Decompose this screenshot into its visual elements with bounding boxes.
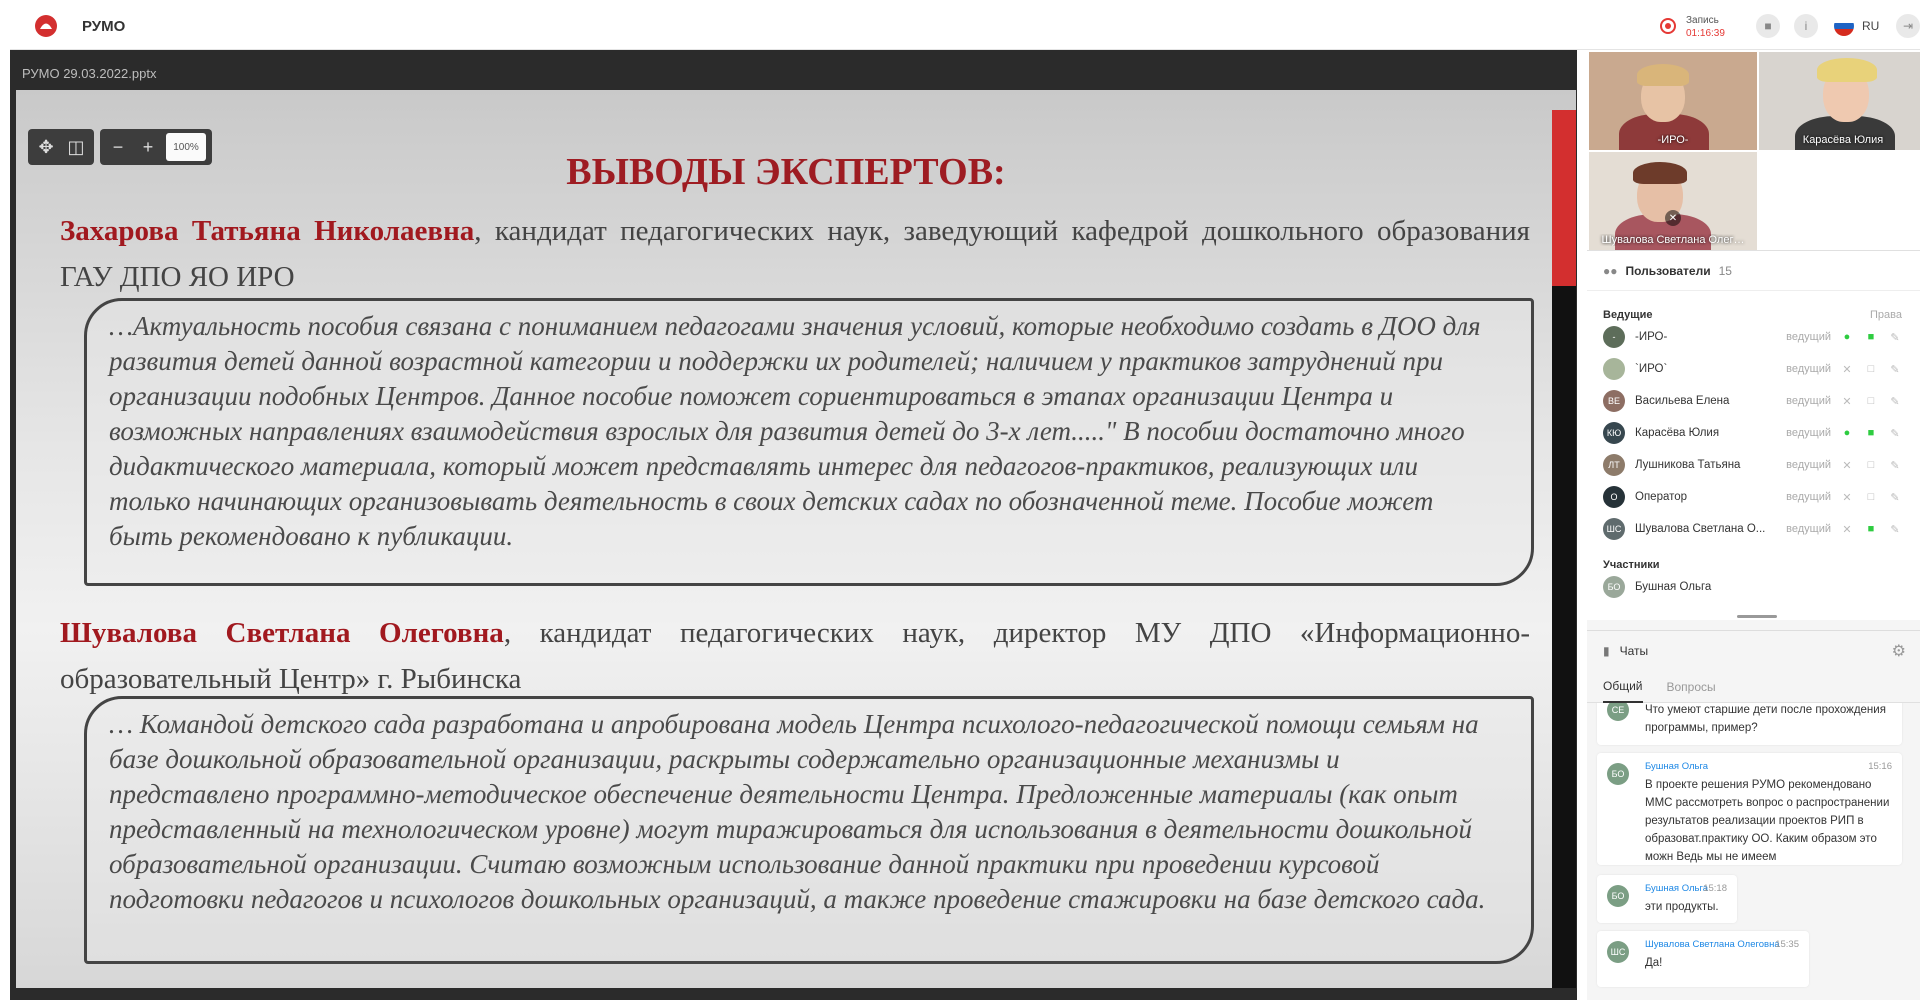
slide-title: ВЫВОДЫ ЭКСПЕРТОВ:: [566, 151, 1006, 193]
camera-off-icon[interactable]: □: [1867, 459, 1875, 471]
user-role: ведущий: [1786, 459, 1831, 471]
user-role: ведущий: [1786, 427, 1831, 439]
slide-accent-black: [1552, 286, 1576, 988]
chat-message[interactable]: [1597, 703, 1902, 745]
user-row[interactable]: [1587, 513, 1920, 545]
zoom-out-button[interactable]: −: [112, 136, 124, 157]
hosts-section-header: [1587, 291, 1920, 321]
chat-message[interactable]: [1597, 875, 1737, 923]
video-tile[interactable]: [1759, 52, 1920, 150]
user-row[interactable]: [1587, 385, 1920, 417]
presentation-rights-icon[interactable]: ✎: [1890, 523, 1900, 536]
slide: [16, 90, 1576, 988]
mic-on-icon[interactable]: ●: [1843, 331, 1851, 343]
top-bar: [10, 0, 1920, 50]
move-icon[interactable]: ✥: [38, 136, 54, 157]
presentation-rights-icon[interactable]: ✎: [1890, 427, 1900, 440]
presentation-rights-icon[interactable]: ✎: [1890, 459, 1900, 472]
message-author: Бушная Ольга: [1645, 761, 1709, 772]
chats-title: Чаты: [1619, 644, 1649, 658]
camera-off-icon[interactable]: □: [1867, 491, 1875, 503]
mic-off-icon[interactable]: ✕: [1842, 363, 1852, 376]
info-icon[interactable]: i: [1794, 14, 1818, 38]
avatar: [1603, 358, 1625, 380]
user-name: Бушная Ольга: [1635, 581, 1712, 593]
user-name: -ИРО-: [1635, 331, 1668, 343]
user-role: ведущий: [1786, 491, 1831, 503]
avatar: О: [1603, 486, 1625, 508]
mic-off-icon[interactable]: ✕: [1842, 395, 1852, 408]
video-tile[interactable]: [1589, 152, 1757, 250]
rights-label: Права: [1870, 309, 1902, 321]
chat-message[interactable]: [1597, 753, 1902, 865]
app-logo-icon[interactable]: [34, 14, 58, 38]
participants-section-header: [1587, 545, 1920, 571]
user-name: Оператор: [1635, 491, 1688, 503]
chat-messages: [1587, 703, 1920, 1000]
message-author: Бушная Ольга: [1645, 883, 1709, 894]
folder-icon[interactable]: ■: [1756, 14, 1780, 38]
avatar: ШС: [1603, 518, 1625, 540]
exit-icon[interactable]: ⇥: [1896, 14, 1920, 38]
user-name: Васильева Елена: [1635, 395, 1730, 407]
record-label: Запись: [1686, 15, 1719, 26]
user-row[interactable]: [1587, 571, 1920, 603]
user-name: `ИРО`: [1635, 363, 1668, 375]
record-time: 01:16:39: [1686, 28, 1725, 39]
user-role: ведущий: [1786, 523, 1831, 535]
expert-1-heading: [60, 208, 1530, 300]
message-text: В проекте решения РУМО рекомендовано ММС рассмотреть вопрос о распространении результатов реализации проектов РИП в образоват.практику ОО. Каким образом это можн Ведь мы не имеем: [1645, 779, 1890, 863]
panel-resize-handle[interactable]: [1737, 615, 1777, 618]
tab-general[interactable]: Общий: [1603, 671, 1643, 703]
user-role: ведущий: [1786, 395, 1831, 407]
users-icon: ●●: [1603, 263, 1618, 278]
russian-flag-icon[interactable]: [1834, 16, 1854, 36]
avatar: ЛТ: [1603, 454, 1625, 476]
avatar: КЮ: [1603, 422, 1625, 444]
language-selector[interactable]: RU: [1862, 19, 1880, 33]
muted-mic-icon: ✕: [1665, 210, 1681, 226]
presentation-rights-icon[interactable]: ✎: [1890, 491, 1900, 504]
video-name: Карасёва Юлия: [1802, 134, 1884, 146]
user-row[interactable]: [1587, 353, 1920, 385]
avatar: ШС: [1607, 941, 1629, 963]
users-title: Пользователи: [1625, 263, 1711, 278]
mic-off-icon[interactable]: ✕: [1842, 523, 1852, 536]
presentation-rights-icon[interactable]: ✎: [1890, 363, 1900, 376]
camera-on-icon[interactable]: ■: [1867, 427, 1875, 439]
camera-off-icon[interactable]: □: [1867, 363, 1875, 375]
chats-header: [1587, 631, 1920, 671]
expert-name: Захарова Татьяна Николаевна: [60, 215, 475, 247]
expert-2-heading: [60, 610, 1530, 702]
user-role: ведущий: [1786, 331, 1831, 343]
users-count: 15: [1718, 263, 1732, 278]
video-name: -ИРО-: [1657, 134, 1689, 146]
user-row[interactable]: [1587, 481, 1920, 513]
participants-list: [1587, 571, 1920, 603]
chat-tabs: [1587, 671, 1920, 703]
app-title: РУМО: [82, 18, 126, 35]
users-header[interactable]: [1587, 251, 1920, 291]
message-time: 15:16: [1868, 761, 1892, 772]
hosts-list: [1587, 321, 1920, 545]
participants-label: Участники: [1603, 559, 1660, 571]
presentation-filename: РУМО 29.03.2022.pptx: [22, 66, 157, 81]
zoom-in-button[interactable]: +: [142, 136, 154, 157]
presentation-rights-icon[interactable]: ✎: [1890, 331, 1900, 344]
message-time: 15:35: [1775, 939, 1799, 950]
video-grid: [1587, 50, 1920, 250]
slide-accent-red: [1552, 110, 1576, 286]
expert-name: Шувалова Светлана Олеговна: [60, 617, 504, 649]
chat-message[interactable]: [1597, 931, 1809, 987]
message-author: Шувалова Светлана Олеговна: [1645, 939, 1780, 950]
avatar: ВЕ: [1603, 390, 1625, 412]
user-row[interactable]: [1587, 321, 1920, 353]
user-name: Карасёва Юлия: [1635, 427, 1720, 439]
message-time: 15:18: [1703, 883, 1727, 894]
message-text: Что умеют старшие дети после прохождения программы, пример?: [1645, 704, 1886, 734]
expert-1-quote: …Актуальность пособия связана с пониманием педагогами значения условий, которые необходимо создать в ДОО для развития детей данной возрастной категории и поддержки их родителей; наличием у практиков затруднений при организации подобных Центров. Данное пособие поможет сориентироваться в этапах организации Центра и возможных направлениях взаимодействия взрослых для развития детей до 3-х лет....." В пособии достаточно много дидактического материала, который может представлять интерес для педагогов-практиков, реализующих или только начинающих организовывать деятельность в своих детских садах по обозначенной теме. Пособие может быть рекомендовано к публикации.: [84, 298, 1534, 586]
avatar: -: [1603, 326, 1625, 348]
user-name: Шувалова Светлана О...: [1635, 523, 1766, 535]
video-name: Шувалова Светлана Олег…: [1601, 234, 1745, 246]
mic-on-icon[interactable]: ●: [1843, 427, 1851, 439]
fit-width-icon[interactable]: ◫: [67, 136, 85, 157]
presentation-area: [10, 50, 1577, 1000]
mic-off-icon[interactable]: ✕: [1842, 459, 1852, 472]
camera-on-icon[interactable]: ■: [1867, 331, 1875, 343]
expert-2-quote: … Командой детского сада разработана и апробирована модель Центра психолого-педагогической помощи семьям на базе дошкольной образовательной организации, раскрыты содержательно организационные механизмы и представлено программно-методическое обеспечение деятельности Центра. Предложенные материалы (как опыт представленный на технологическом уровне) могут тиражироваться для использования в деятельности дошкольной образовательной организации. Считаю возможным использование данной практики при проведении курсовой подготовки педагогов и психологов дошкольных организаций, а также проведение стажировки на базе детского сада.: [84, 696, 1534, 964]
avatar: БО: [1607, 763, 1629, 785]
users-panel: [1587, 250, 1920, 620]
tab-questions[interactable]: Вопросы: [1666, 679, 1716, 694]
user-row[interactable]: [1587, 417, 1920, 449]
avatar: БО: [1607, 885, 1629, 907]
presentation-rights-icon[interactable]: ✎: [1890, 395, 1900, 408]
chat-icon: ▮: [1603, 644, 1610, 658]
message-text: эти продукты.: [1645, 901, 1719, 913]
user-name: Лушникова Татьяна: [1635, 459, 1741, 471]
zoom-level[interactable]: 100%: [166, 133, 206, 161]
mic-off-icon[interactable]: ✕: [1842, 491, 1852, 504]
hosts-label: Ведущие: [1603, 309, 1653, 321]
camera-on-icon[interactable]: ■: [1867, 523, 1875, 535]
video-tile[interactable]: [1589, 52, 1757, 150]
avatar: СЕ: [1607, 703, 1629, 721]
user-row[interactable]: [1587, 449, 1920, 481]
message-text: Да!: [1645, 957, 1663, 969]
user-role: ведущий: [1786, 363, 1831, 375]
avatar: БО: [1603, 576, 1625, 598]
chats-panel: [1587, 630, 1920, 1000]
zoom-toolbar: [28, 129, 212, 165]
record-icon: [1660, 18, 1676, 34]
camera-off-icon[interactable]: □: [1867, 395, 1875, 407]
expert-description: , кандидат педагогических наук, заведующий кафедрой дошкольного образования ГАУ ДПО ЯО ИРО: [60, 215, 1530, 293]
expert-description: , кандидат педагогических наук, директор МУ ДПО «Информационно-образовательный Центр» г. Рыбинска: [60, 617, 1530, 695]
right-sidebar: [1587, 50, 1920, 1000]
settings-icon[interactable]: ⚙: [1891, 643, 1906, 660]
